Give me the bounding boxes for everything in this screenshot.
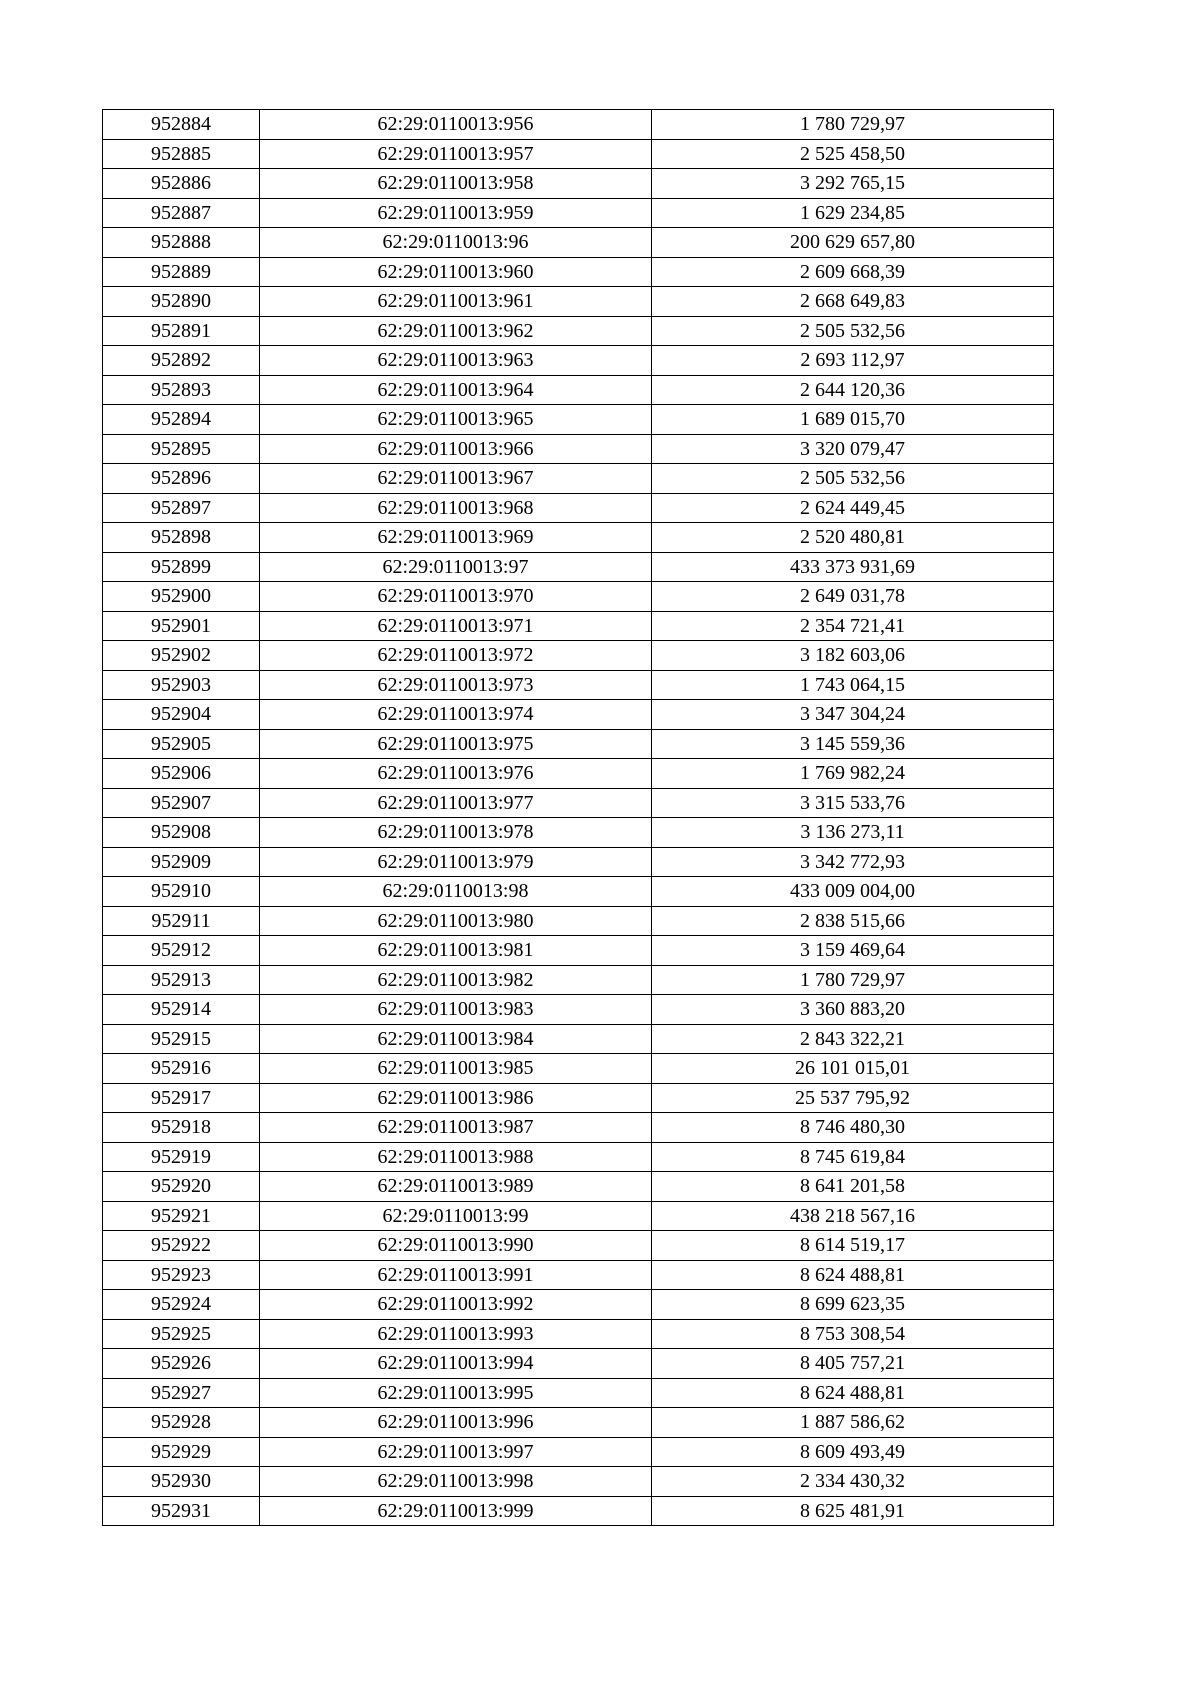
cadastral-number-cell: 62:29:0110013:991 — [260, 1260, 652, 1290]
row-number-cell: 952887 — [103, 198, 260, 228]
row-number-cell: 952905 — [103, 729, 260, 759]
cadastral-number-cell: 62:29:0110013:962 — [260, 316, 652, 346]
table-row — [103, 1260, 1054, 1290]
row-number-cell: 952910 — [103, 877, 260, 907]
cadastral-value-cell: 8 624 488,81 — [652, 1260, 1054, 1290]
table-row — [103, 1290, 1054, 1320]
cadastral-value-cell: 2 668 649,83 — [652, 287, 1054, 317]
cadastral-number-cell: 62:29:0110013:998 — [260, 1467, 652, 1497]
row-number-cell: 952922 — [103, 1231, 260, 1261]
cadastral-value-cell: 8 614 519,17 — [652, 1231, 1054, 1261]
table-row — [103, 788, 1054, 818]
cadastral-number-cell: 62:29:0110013:959 — [260, 198, 652, 228]
table-row — [103, 965, 1054, 995]
cadastral-value-cell: 438 218 567,16 — [652, 1201, 1054, 1231]
row-number-cell: 952888 — [103, 228, 260, 258]
row-number-cell: 952894 — [103, 405, 260, 435]
row-number-cell: 952919 — [103, 1142, 260, 1172]
cadastral-number-cell: 62:29:0110013:963 — [260, 346, 652, 376]
cadastral-number-cell: 62:29:0110013:976 — [260, 759, 652, 789]
cadastral-value-cell: 2 525 458,50 — [652, 139, 1054, 169]
cadastral-value-table — [102, 109, 1054, 1526]
table-row — [103, 1437, 1054, 1467]
cadastral-value-cell: 3 360 883,20 — [652, 995, 1054, 1025]
cadastral-value-cell: 2 520 480,81 — [652, 523, 1054, 553]
cadastral-number-cell: 62:29:0110013:967 — [260, 464, 652, 494]
table-row — [103, 552, 1054, 582]
table-row — [103, 611, 1054, 641]
table-row — [103, 346, 1054, 376]
cadastral-number-cell: 62:29:0110013:974 — [260, 700, 652, 730]
cadastral-value-cell: 3 136 273,11 — [652, 818, 1054, 848]
cadastral-number-cell: 62:29:0110013:997 — [260, 1437, 652, 1467]
cadastral-number-cell: 62:29:0110013:986 — [260, 1083, 652, 1113]
cadastral-number-cell: 62:29:0110013:984 — [260, 1024, 652, 1054]
table-row — [103, 995, 1054, 1025]
cadastral-number-cell: 62:29:0110013:987 — [260, 1113, 652, 1143]
cadastral-value-cell: 2 505 532,56 — [652, 464, 1054, 494]
row-number-cell: 952892 — [103, 346, 260, 376]
cadastral-number-cell: 62:29:0110013:960 — [260, 257, 652, 287]
cadastral-value-cell: 2 693 112,97 — [652, 346, 1054, 376]
row-number-cell: 952898 — [103, 523, 260, 553]
cadastral-number-cell: 62:29:0110013:973 — [260, 670, 652, 700]
cadastral-number-cell: 62:29:0110013:97 — [260, 552, 652, 582]
cadastral-number-cell: 62:29:0110013:979 — [260, 847, 652, 877]
table-row — [103, 405, 1054, 435]
cadastral-number-cell: 62:29:0110013:958 — [260, 169, 652, 199]
row-number-cell: 952923 — [103, 1260, 260, 1290]
cadastral-number-cell: 62:29:0110013:993 — [260, 1319, 652, 1349]
row-number-cell: 952918 — [103, 1113, 260, 1143]
table-row — [103, 169, 1054, 199]
cadastral-value-cell: 3 145 559,36 — [652, 729, 1054, 759]
row-number-cell: 952917 — [103, 1083, 260, 1113]
cadastral-value-cell: 2 354 721,41 — [652, 611, 1054, 641]
row-number-cell: 952890 — [103, 287, 260, 317]
cadastral-number-cell: 62:29:0110013:983 — [260, 995, 652, 1025]
cadastral-number-cell: 62:29:0110013:964 — [260, 375, 652, 405]
row-number-cell: 952915 — [103, 1024, 260, 1054]
cadastral-value-cell: 8 753 308,54 — [652, 1319, 1054, 1349]
cadastral-number-cell: 62:29:0110013:992 — [260, 1290, 652, 1320]
cadastral-number-cell: 62:29:0110013:995 — [260, 1378, 652, 1408]
cadastral-value-cell: 3 342 772,93 — [652, 847, 1054, 877]
table-row — [103, 228, 1054, 258]
row-number-cell: 952911 — [103, 906, 260, 936]
table-row — [103, 700, 1054, 730]
cadastral-number-cell: 62:29:0110013:975 — [260, 729, 652, 759]
cadastral-value-cell: 2 843 322,21 — [652, 1024, 1054, 1054]
table-row — [103, 1231, 1054, 1261]
cadastral-value-cell: 8 405 757,21 — [652, 1349, 1054, 1379]
cadastral-value-cell: 8 641 201,58 — [652, 1172, 1054, 1202]
cadastral-value-cell: 3 182 603,06 — [652, 641, 1054, 671]
row-number-cell: 952884 — [103, 110, 260, 140]
cadastral-value-cell: 1 780 729,97 — [652, 965, 1054, 995]
table-row — [103, 110, 1054, 140]
table-row — [103, 906, 1054, 936]
table-row — [103, 198, 1054, 228]
table-row — [103, 434, 1054, 464]
cadastral-value-cell: 2 609 668,39 — [652, 257, 1054, 287]
table-row — [103, 1378, 1054, 1408]
cadastral-value-cell: 8 699 623,35 — [652, 1290, 1054, 1320]
cadastral-number-cell: 62:29:0110013:970 — [260, 582, 652, 612]
table-row — [103, 818, 1054, 848]
table-row — [103, 1054, 1054, 1084]
table-row — [103, 316, 1054, 346]
table-row — [103, 523, 1054, 553]
table-row — [103, 1408, 1054, 1438]
cadastral-value-cell: 8 609 493,49 — [652, 1437, 1054, 1467]
row-number-cell: 952916 — [103, 1054, 260, 1084]
cadastral-number-cell: 62:29:0110013:969 — [260, 523, 652, 553]
row-number-cell: 952921 — [103, 1201, 260, 1231]
cadastral-number-cell: 62:29:0110013:957 — [260, 139, 652, 169]
cadastral-value-cell: 1 780 729,97 — [652, 110, 1054, 140]
row-number-cell: 952901 — [103, 611, 260, 641]
cadastral-value-cell: 1 689 015,70 — [652, 405, 1054, 435]
row-number-cell: 952913 — [103, 965, 260, 995]
table-row — [103, 1113, 1054, 1143]
row-number-cell: 952926 — [103, 1349, 260, 1379]
cadastral-value-cell: 3 292 765,15 — [652, 169, 1054, 199]
row-number-cell: 952885 — [103, 139, 260, 169]
cadastral-number-cell: 62:29:0110013:977 — [260, 788, 652, 818]
table-row — [103, 375, 1054, 405]
cadastral-value-cell: 8 625 481,91 — [652, 1496, 1054, 1526]
cadastral-number-cell: 62:29:0110013:981 — [260, 936, 652, 966]
row-number-cell: 952927 — [103, 1378, 260, 1408]
cadastral-number-cell: 62:29:0110013:966 — [260, 434, 652, 464]
row-number-cell: 952889 — [103, 257, 260, 287]
table-body — [103, 110, 1054, 1526]
cadastral-number-cell: 62:29:0110013:972 — [260, 641, 652, 671]
row-number-cell: 952929 — [103, 1437, 260, 1467]
table-row — [103, 641, 1054, 671]
cadastral-number-cell: 62:29:0110013:978 — [260, 818, 652, 848]
cadastral-number-cell: 62:29:0110013:982 — [260, 965, 652, 995]
cadastral-number-cell: 62:29:0110013:990 — [260, 1231, 652, 1261]
cadastral-number-cell: 62:29:0110013:98 — [260, 877, 652, 907]
cadastral-number-cell: 62:29:0110013:965 — [260, 405, 652, 435]
cadastral-number-cell: 62:29:0110013:961 — [260, 287, 652, 317]
row-number-cell: 952931 — [103, 1496, 260, 1526]
table-row — [103, 139, 1054, 169]
cadastral-number-cell: 62:29:0110013:99 — [260, 1201, 652, 1231]
cadastral-value-cell: 2 644 120,36 — [652, 375, 1054, 405]
cadastral-value-cell: 3 159 469,64 — [652, 936, 1054, 966]
cadastral-value-cell: 25 537 795,92 — [652, 1083, 1054, 1113]
table-row — [103, 670, 1054, 700]
table-row — [103, 1024, 1054, 1054]
cadastral-value-cell: 2 649 031,78 — [652, 582, 1054, 612]
cadastral-number-cell: 62:29:0110013:968 — [260, 493, 652, 523]
cadastral-value-cell: 2 505 532,56 — [652, 316, 1054, 346]
cadastral-number-cell: 62:29:0110013:96 — [260, 228, 652, 258]
cadastral-value-cell: 3 315 533,76 — [652, 788, 1054, 818]
cadastral-number-cell: 62:29:0110013:988 — [260, 1142, 652, 1172]
table-row — [103, 1083, 1054, 1113]
row-number-cell: 952930 — [103, 1467, 260, 1497]
row-number-cell: 952914 — [103, 995, 260, 1025]
row-number-cell: 952900 — [103, 582, 260, 612]
cadastral-number-cell: 62:29:0110013:956 — [260, 110, 652, 140]
table-row — [103, 759, 1054, 789]
cadastral-number-cell: 62:29:0110013:999 — [260, 1496, 652, 1526]
table-row — [103, 1319, 1054, 1349]
row-number-cell: 952895 — [103, 434, 260, 464]
cadastral-value-cell: 200 629 657,80 — [652, 228, 1054, 258]
row-number-cell: 952896 — [103, 464, 260, 494]
table-row — [103, 287, 1054, 317]
cadastral-value-cell: 1 743 064,15 — [652, 670, 1054, 700]
cadastral-value-cell: 1 887 586,62 — [652, 1408, 1054, 1438]
row-number-cell: 952924 — [103, 1290, 260, 1320]
row-number-cell: 952928 — [103, 1408, 260, 1438]
cadastral-number-cell: 62:29:0110013:980 — [260, 906, 652, 936]
table-row — [103, 1496, 1054, 1526]
cadastral-number-cell: 62:29:0110013:994 — [260, 1349, 652, 1379]
table-row — [103, 1201, 1054, 1231]
row-number-cell: 952906 — [103, 759, 260, 789]
table-row — [103, 464, 1054, 494]
row-number-cell: 952904 — [103, 700, 260, 730]
cadastral-value-cell: 8 624 488,81 — [652, 1378, 1054, 1408]
cadastral-value-cell: 3 320 079,47 — [652, 434, 1054, 464]
cadastral-value-cell: 26 101 015,01 — [652, 1054, 1054, 1084]
table-row — [103, 877, 1054, 907]
table-row — [103, 1142, 1054, 1172]
row-number-cell: 952893 — [103, 375, 260, 405]
table-row — [103, 1172, 1054, 1202]
row-number-cell: 952925 — [103, 1319, 260, 1349]
cadastral-number-cell: 62:29:0110013:996 — [260, 1408, 652, 1438]
cadastral-value-cell: 2 334 430,32 — [652, 1467, 1054, 1497]
row-number-cell: 952891 — [103, 316, 260, 346]
table-row — [103, 847, 1054, 877]
cadastral-value-cell: 433 373 931,69 — [652, 552, 1054, 582]
row-number-cell: 952907 — [103, 788, 260, 818]
row-number-cell: 952897 — [103, 493, 260, 523]
row-number-cell: 952909 — [103, 847, 260, 877]
cadastral-value-cell: 1 769 982,24 — [652, 759, 1054, 789]
cadastral-value-cell: 2 838 515,66 — [652, 906, 1054, 936]
row-number-cell: 952886 — [103, 169, 260, 199]
table-row — [103, 729, 1054, 759]
cadastral-value-cell: 1 629 234,85 — [652, 198, 1054, 228]
table-row — [103, 493, 1054, 523]
table-row — [103, 582, 1054, 612]
cadastral-value-cell: 3 347 304,24 — [652, 700, 1054, 730]
cadastral-value-cell: 2 624 449,45 — [652, 493, 1054, 523]
cadastral-number-cell: 62:29:0110013:989 — [260, 1172, 652, 1202]
cadastral-value-cell: 433 009 004,00 — [652, 877, 1054, 907]
table-row — [103, 257, 1054, 287]
table-row — [103, 1467, 1054, 1497]
cadastral-value-cell: 8 746 480,30 — [652, 1113, 1054, 1143]
row-number-cell: 952908 — [103, 818, 260, 848]
row-number-cell: 952899 — [103, 552, 260, 582]
row-number-cell: 952902 — [103, 641, 260, 671]
row-number-cell: 952912 — [103, 936, 260, 966]
cadastral-number-cell: 62:29:0110013:971 — [260, 611, 652, 641]
cadastral-number-cell: 62:29:0110013:985 — [260, 1054, 652, 1084]
row-number-cell: 952920 — [103, 1172, 260, 1202]
table-row — [103, 936, 1054, 966]
cadastral-value-cell: 8 745 619,84 — [652, 1142, 1054, 1172]
table-row — [103, 1349, 1054, 1379]
row-number-cell: 952903 — [103, 670, 260, 700]
